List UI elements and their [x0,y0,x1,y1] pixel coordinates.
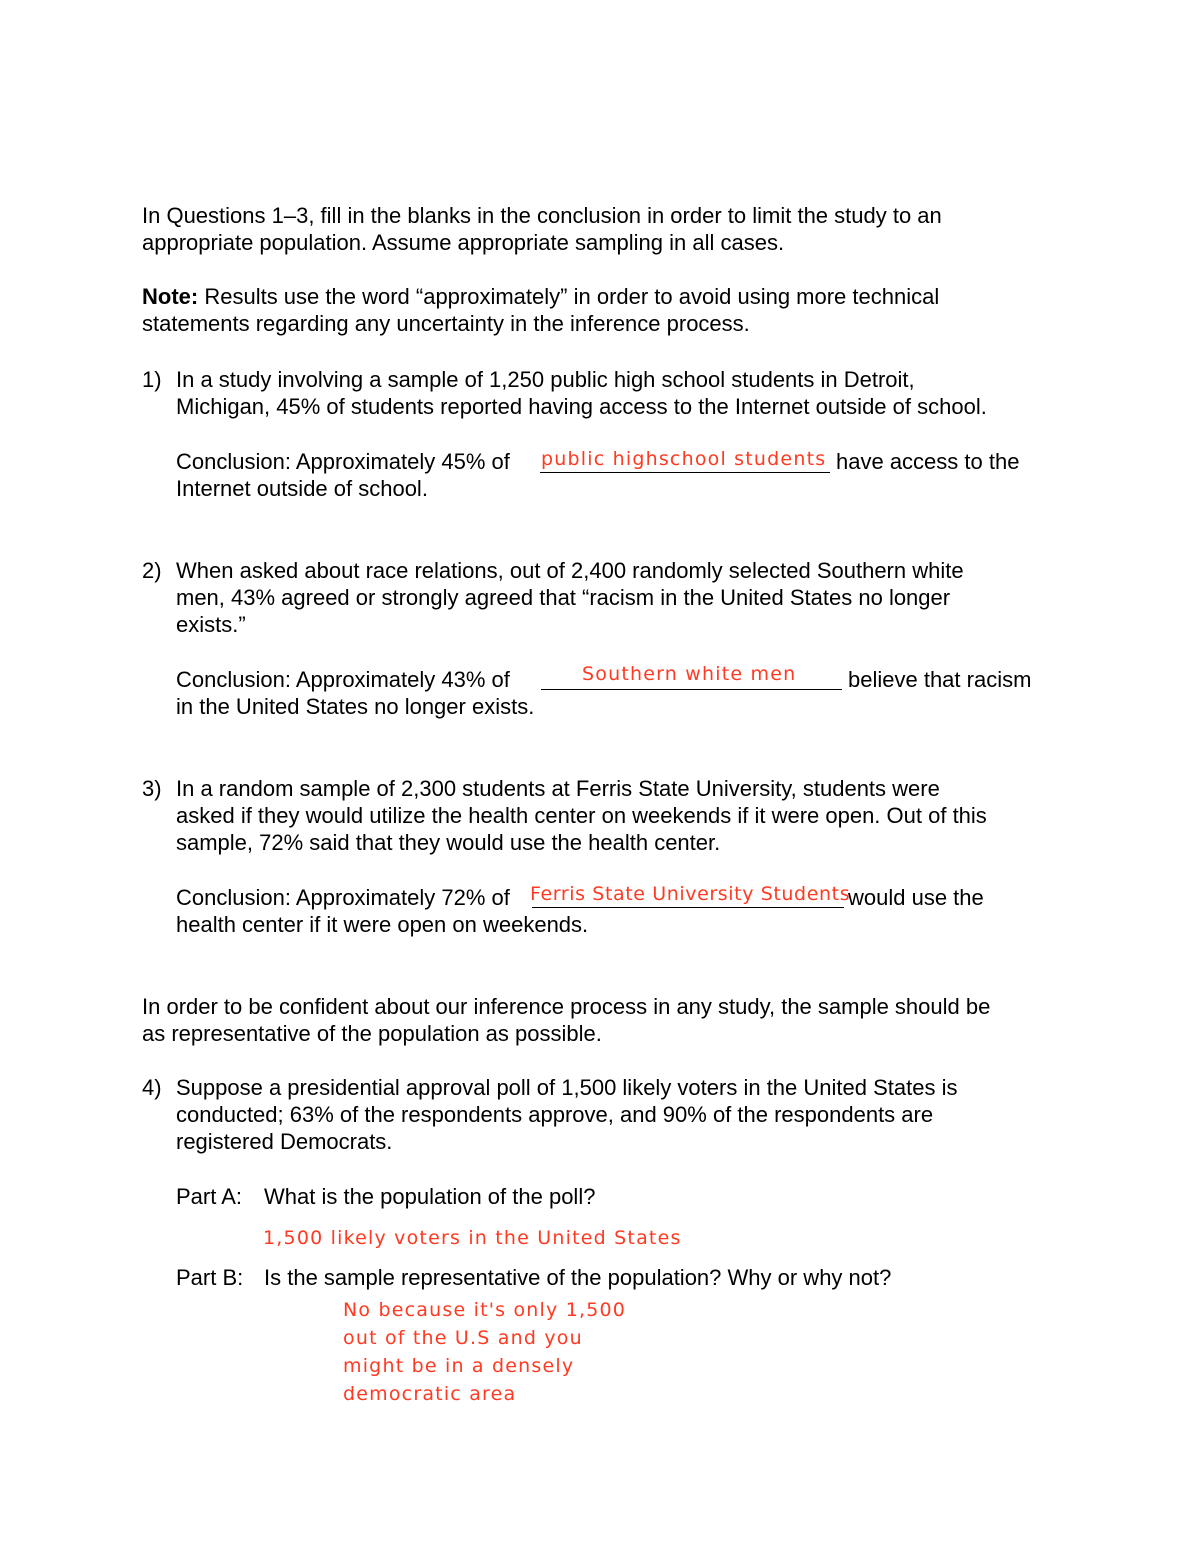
note-label: Note: [142,284,199,309]
q4-part-a-label: Part A: [176,1184,243,1209]
note-line-2: statements regarding any uncertainty in the inference process. [142,311,750,336]
q4-line-3: registered Democrats. [176,1129,393,1154]
q3-line-2: asked if they would utilize the health center on weekends if it were open. Out of this [176,803,987,828]
q1-conclusion-line-2: Internet outside of school. [176,476,428,501]
q4-part-b-answer-line-4: democratic area [343,1383,517,1405]
q2-answer: Southern white men [582,663,797,685]
q1-answer-blank[interactable] [540,472,830,473]
q2-line-1: When asked about race relations, out of 2,400 randomly selected Southern white [176,558,964,583]
q3-answer-blank[interactable] [532,907,844,908]
q3-conclusion-line-2: health center if it were open on weekends. [176,912,589,937]
q4-line-2: conducted; 63% of the respondents approve, and 90% of the respondents are [176,1102,934,1127]
q1-number: 1) [142,367,162,392]
mid-line-2: as representative of the population as possible. [142,1021,602,1046]
q4-part-b-question: Is the sample representative of the population? Why or why not? [264,1265,892,1290]
q4-part-b-answer-line-1: No because it's only 1,500 [343,1299,627,1321]
q1-line-1: In a study involving a sample of 1,250 public high school students in Detroit, [176,367,915,392]
q4-line-1: Suppose a presidential approval poll of 1,500 likely voters in the United States is [176,1075,958,1100]
note-line-1 [142,283,939,310]
q4-part-b-answer-line-2: out of the U.S and you [343,1327,583,1349]
q1-line-2: Michigan, 45% of students reported having access to the Internet outside of school. [176,394,987,419]
q2-answer-blank[interactable] [541,689,842,690]
q4-part-a-answer: 1,500 likely voters in the United States [263,1227,682,1249]
mid-line-1: In order to be confident about our inference process in any study, the sample should be [142,994,991,1019]
q3-line-3: sample, 72% said that they would use the health center. [176,830,721,855]
intro-line-1: In Questions 1–3, fill in the blanks in the conclusion in order to limit the study to an [142,203,942,228]
q4-part-b-answer-line-3: might be in a densely [343,1355,575,1377]
q3-conclusion-after: would use the [848,885,984,910]
q4-part-b-label: Part B: [176,1265,244,1290]
q4-part-a-question: What is the population of the poll? [264,1184,596,1209]
q3-answer: Ferris State University Students [530,883,851,905]
note-text: Results use the word “approximately” in order to avoid using more technical [198,284,940,309]
intro-line-2: appropriate population. Assume appropriate sampling in all cases. [142,230,785,255]
q1-conclusion-before: Conclusion: Approximately 45% of [176,449,510,474]
q1-conclusion-after: have access to the [836,449,1020,474]
q3-number: 3) [142,776,162,801]
q2-conclusion-line-2: in the United States no longer exists. [176,694,535,719]
q1-answer: public highschool students [541,448,827,470]
q2-number: 2) [142,558,162,583]
q2-conclusion-before: Conclusion: Approximately 43% of [176,667,510,692]
q2-conclusion-after: believe that racism [848,667,1032,692]
q2-line-2: men, 43% agreed or strongly agreed that “racism in the United States no longer [176,585,951,610]
q3-line-1: In a random sample of 2,300 students at Ferris State University, students were [176,776,940,801]
q2-line-3: exists.” [176,612,246,637]
q3-conclusion-before: Conclusion: Approximately 72% of [176,885,510,910]
q4-number: 4) [142,1075,162,1100]
